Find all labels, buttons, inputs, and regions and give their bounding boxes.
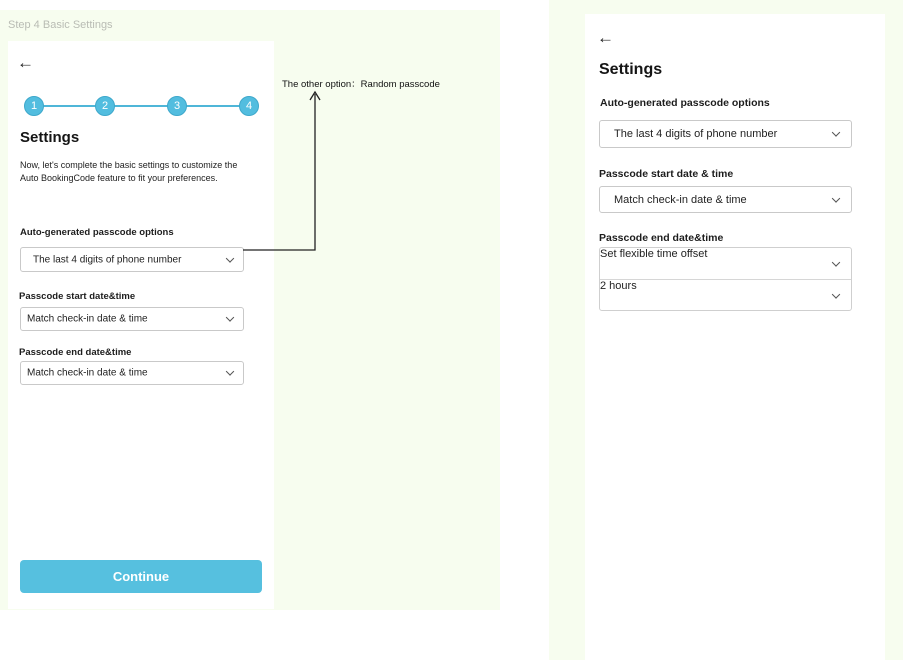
step-line xyxy=(34,105,250,107)
passcode-options-select[interactable] xyxy=(20,247,244,272)
back-arrow-icon[interactable]: ← xyxy=(597,28,614,47)
start-datetime-label: Passcode start date&time xyxy=(19,291,136,302)
page-title: Settings xyxy=(20,129,80,146)
end-datetime-label: Passcode end date&time xyxy=(19,347,132,358)
annotation-note: The other option：Random passcode xyxy=(282,79,440,90)
annotation-arrow xyxy=(240,80,330,256)
start-datetime-value: Match check-in date & time xyxy=(27,313,148,325)
end-datetime-group xyxy=(599,247,852,311)
chevron-down-icon xyxy=(832,258,840,266)
passcode-options-label: Auto-generated passcode options xyxy=(600,97,770,109)
time-offset-select[interactable] xyxy=(600,248,851,279)
chevron-down-icon xyxy=(226,254,234,262)
start-datetime-label: Passcode start date & time xyxy=(599,168,734,180)
start-datetime-select[interactable] xyxy=(599,186,852,213)
passcode-options-value: The last 4 digits of phone number xyxy=(33,254,182,265)
chevron-down-icon xyxy=(832,290,840,298)
step-1: 1 xyxy=(24,96,44,116)
step-4: 4 xyxy=(239,96,259,116)
offset-duration-value: 2 hours xyxy=(600,280,637,292)
frame-title: Step 4 Basic Settings xyxy=(8,19,113,31)
time-offset-value: Set flexible time offset xyxy=(600,248,708,260)
start-datetime-value: Match check-in date & time xyxy=(614,193,747,206)
right-frame xyxy=(549,0,903,660)
end-datetime-value: Match check-in date & time xyxy=(27,367,148,379)
arrow-line xyxy=(243,94,315,250)
end-datetime-select[interactable] xyxy=(20,361,244,385)
left-frame xyxy=(0,10,500,610)
chevron-down-icon xyxy=(832,128,840,136)
chevron-down-icon xyxy=(226,367,234,375)
step-2: 2 xyxy=(95,96,115,116)
step-3: 3 xyxy=(167,96,187,116)
offset-duration-select[interactable] xyxy=(600,280,851,311)
step-indicator xyxy=(24,96,260,116)
chevron-down-icon xyxy=(832,194,840,202)
passcode-options-select[interactable] xyxy=(599,120,852,148)
settings-panel-right xyxy=(585,14,885,660)
chevron-down-icon xyxy=(226,313,234,321)
start-datetime-select[interactable] xyxy=(20,307,244,331)
passcode-options-label: Auto-generated passcode options xyxy=(20,227,174,238)
continue-button[interactable]: Continue xyxy=(20,560,262,593)
back-arrow-icon[interactable]: ← xyxy=(17,53,34,72)
end-datetime-label: Passcode end date&time xyxy=(599,232,724,244)
settings-panel-left xyxy=(8,41,274,609)
passcode-options-value: The last 4 digits of phone number xyxy=(614,128,778,140)
page-title: Settings xyxy=(599,61,663,78)
intro-text: Now, let's complete the basic settings to customize the Auto BookingCode feature to fit your preferences. xyxy=(20,160,238,183)
